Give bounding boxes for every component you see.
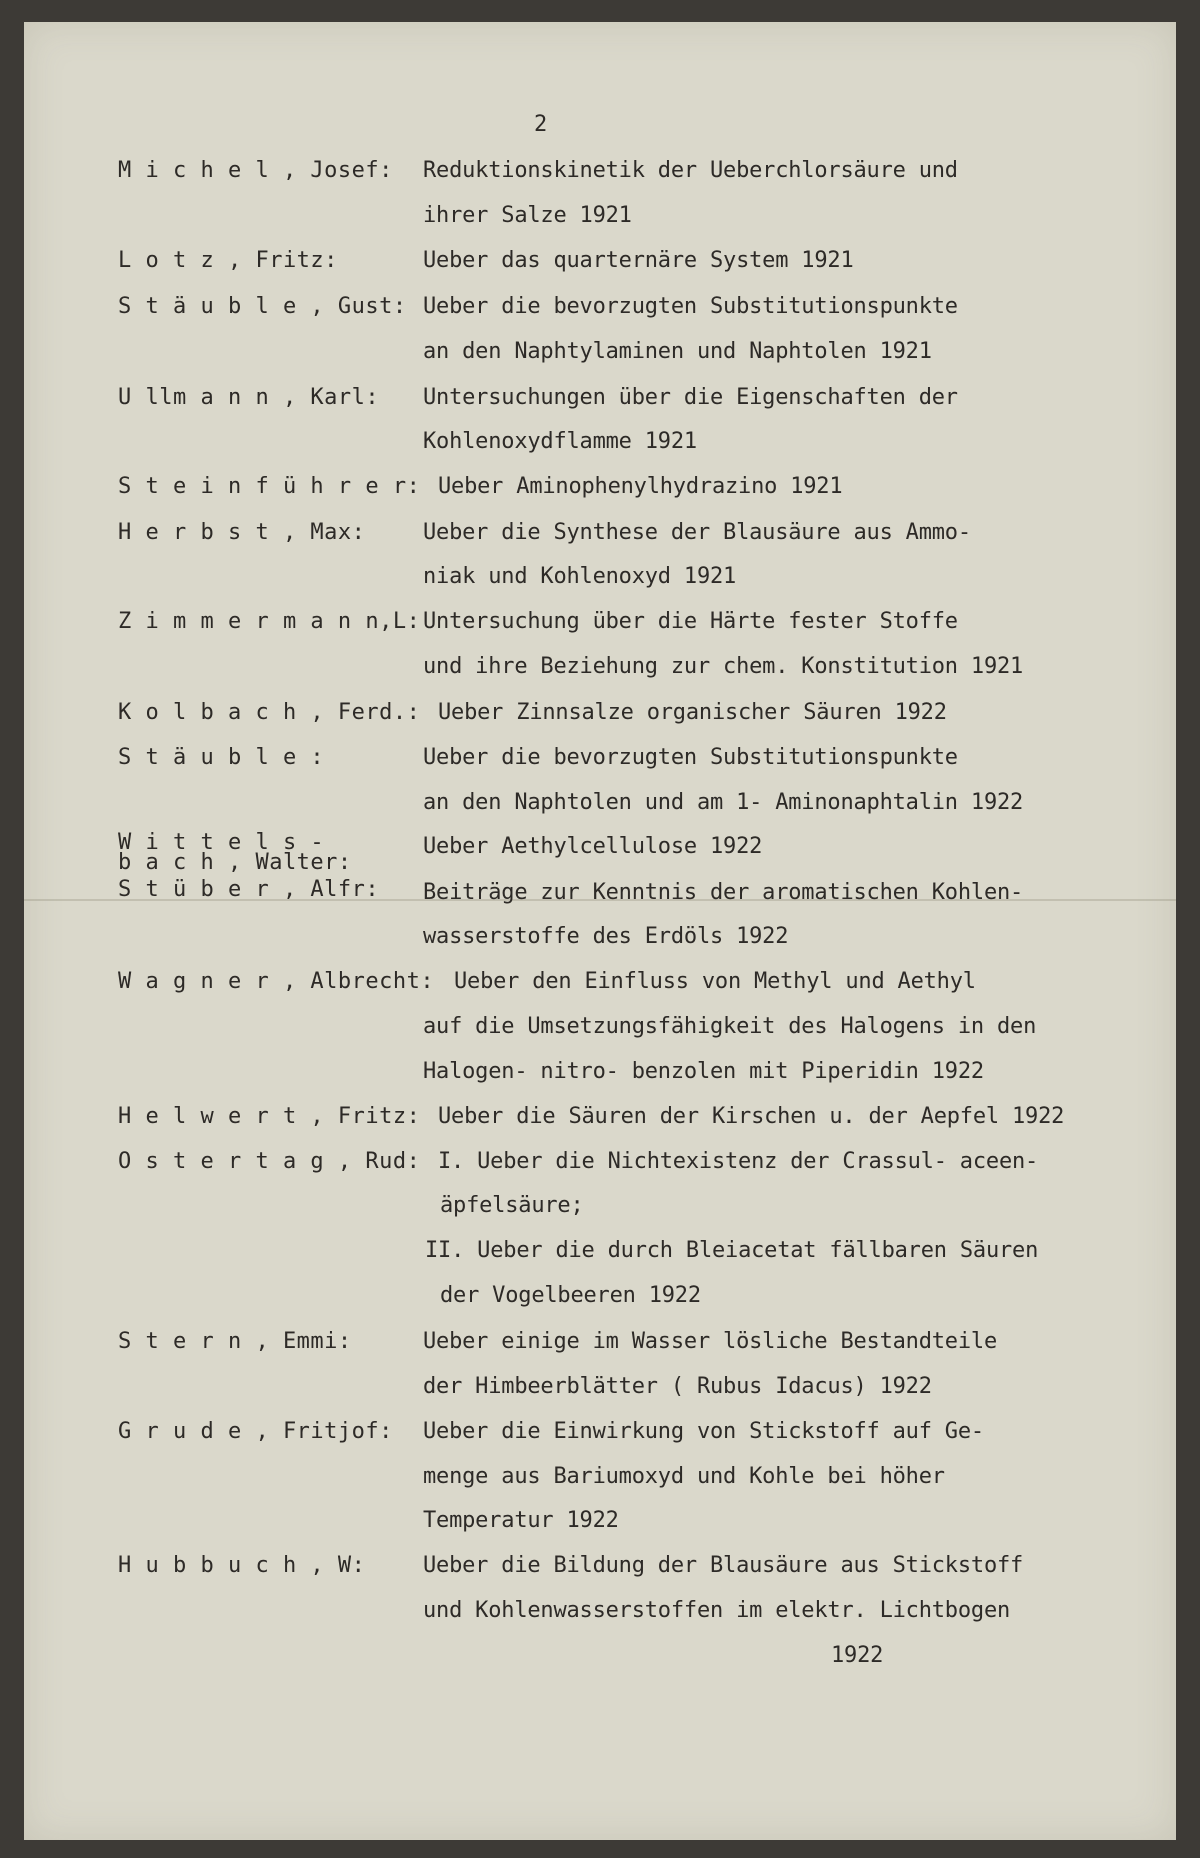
entry-title-line: Halogen- nitro- benzolen mit Piperidin 1922	[423, 1059, 984, 1084]
entry-title-line: Ueber die bevorzugten Substitutionspunkte	[423, 745, 958, 770]
entry-author: L o t z , Fritz:	[118, 248, 338, 273]
entry-title-line: Ueber das quarternäre System 1921	[423, 248, 854, 273]
entry-author: K o l b a c h , Ferd.:	[118, 700, 421, 725]
entry-title-line: Untersuchungen über die Eigenschaften der	[423, 385, 958, 410]
entry-title-line: Ueber die Säuren der Kirschen u. der Aepfel 1922	[438, 1104, 1065, 1129]
entry-title-line: niak und Kohlenoxyd 1921	[423, 564, 737, 589]
entry-author: S t ü b e r , Alfr:	[118, 877, 380, 902]
entry-title-line: der Vogelbeeren 1922	[440, 1283, 701, 1308]
entry-author: W a g n e r , Albrecht:	[118, 969, 435, 994]
entry-title-line: an den Naphtylaminen und Naphtolen 1921	[423, 339, 932, 364]
entry-title-line: Beiträge zur Kenntnis der aromatischen Kohlen-	[423, 880, 1024, 905]
entry-author: G r u d e , Fritjof:	[118, 1419, 393, 1444]
entry-author	[118, 830, 352, 875]
entry-author-line: W i t t e l s -	[118, 830, 325, 855]
entry-title-line: I. Ueber die Nichtexistenz der Crassul- aceen-	[438, 1149, 1039, 1174]
entry-author: H e l w e r t , Fritz:	[118, 1104, 421, 1129]
entry-author: H u b b u c h , W:	[118, 1553, 366, 1578]
entry-author: H e r b s t , Max:	[118, 520, 366, 545]
entry-title-line: ihrer Salze 1921	[423, 203, 632, 228]
entry-author: S t e r n , Emmi:	[118, 1329, 352, 1354]
entry-author: S t e i n f ü h r e r:	[118, 474, 421, 499]
entry-title-line: Ueber die Bildung der Blausäure aus Stickstoff	[423, 1553, 1024, 1578]
entry-title-line: Ueber die bevorzugten Substitutionspunkte	[423, 294, 958, 319]
entry-title-line: Ueber einige im Wasser lösliche Bestandteile	[423, 1329, 997, 1354]
entry-author-line: b a c h , Walter:	[118, 850, 352, 875]
entry-title-line: wasserstoffe des Erdöls 1922	[423, 924, 789, 949]
entry-title-line: und ihre Beziehung zur chem. Konstitution 1921	[423, 654, 1024, 679]
entry-title-line: und Kohlenwasserstoffen im elektr. Lichtbogen	[423, 1598, 1011, 1623]
entry-title-line: Ueber Aminophenylhydrazino 1921	[438, 474, 843, 499]
entry-title-line: Untersuchung über die Härte fester Stoffe	[423, 609, 958, 634]
entry-title-line: der Himbeerblätter ( Rubus Idacus) 1922	[423, 1374, 932, 1399]
entry-title-line: äpfelsäure;	[440, 1193, 584, 1218]
entry-author: Z i m m e r m a n n,L:	[118, 609, 421, 634]
entry-author: S t ä u b l e , Gust:	[118, 294, 407, 319]
entry-title-line: an den Naphtolen und am 1- Aminonaphtalin 1922	[423, 790, 1024, 815]
entry-title-line: Ueber die Einwirkung von Stickstoff auf Ge-	[423, 1419, 984, 1444]
entry-author: S t ä u b l e :	[118, 745, 325, 770]
entry-title-line: auf die Umsetzungsfähigkeit des Halogens in den	[423, 1014, 1037, 1039]
entry-title-line: Ueber die Synthese der Blausäure aus Ammo-	[423, 520, 971, 545]
entry-title-line: Temperatur 1922	[423, 1508, 619, 1533]
entry-title-line: II. Ueber die durch Bleiacetat fällbaren Säuren	[425, 1238, 1039, 1263]
entry-title-line: Ueber den Einfluss von Methyl und Aethyl	[454, 969, 976, 994]
entry-title-line: Ueber Zinnsalze organischer Säuren 1922	[438, 700, 947, 725]
entry-title-line: menge aus Bariumoxyd und Kohle bei höher	[423, 1464, 945, 1489]
entry-title-line: 1922	[831, 1643, 884, 1668]
entry-title-line: Reduktionskinetik der Ueberchlorsäure und	[423, 158, 958, 183]
entry-author: O s t e r t a g , Rud:	[118, 1149, 421, 1174]
entry-author: U llm a n n , Karl:	[118, 385, 380, 410]
entry-author: M i c h e l , Josef:	[118, 158, 393, 183]
entry-title-line: Kohlenoxydflamme 1921	[423, 429, 697, 454]
page-number: 2	[534, 112, 548, 137]
entry-title-line: Ueber Aethylcellulose 1922	[423, 834, 763, 859]
